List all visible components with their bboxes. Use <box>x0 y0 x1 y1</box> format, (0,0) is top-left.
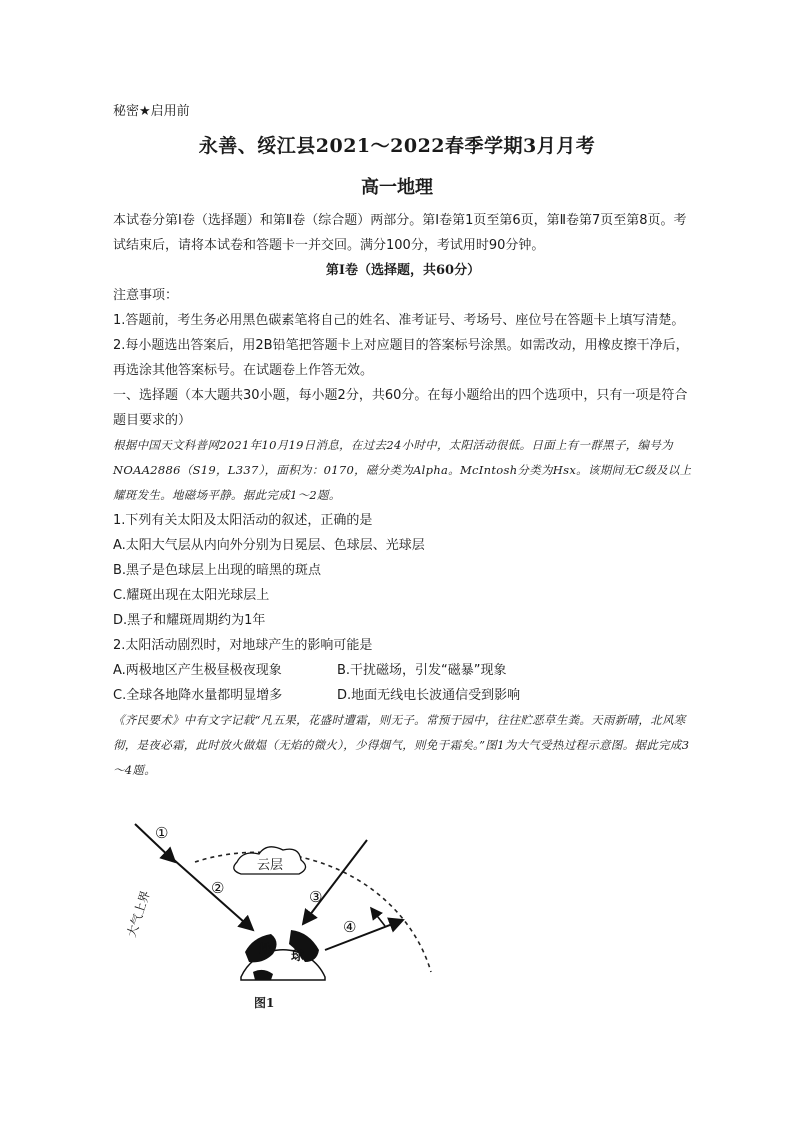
figure-caption: 图1 <box>254 996 275 1010</box>
question-2-option-d: D.地面无线电长波通信受到影响 <box>337 688 521 703</box>
label-atmosphere: 大气上界 <box>124 888 153 939</box>
volume-title: 第I卷（选择题，共60分） <box>325 263 481 278</box>
label-arrow-2: ② <box>211 879 225 897</box>
question-2-options-row-1 <box>113 658 693 683</box>
question-1-stem: 1.下列有关太阳及太阳活动的叙述，正确的是 <box>113 513 373 528</box>
passage-1: 根据中国天文科普网2021年10月19日消息，在过去24小时中，太阳活动很低。日面上有一群黑子，编号为NOAA2886（S19，L337），面积为：0170，磁分类为Alpha。McIntosh分类为Hsx。该期间无C级及以上耀斑发生。地磁场平静。据此完成1～2题。 <box>113 438 692 502</box>
arrow-4-ground-radiation <box>325 920 403 950</box>
question-1-option-c: C.耀斑出现在太阳光球层上 <box>113 588 270 603</box>
question-2-option-b: B.干扰磁场，引发“磁暴”现象 <box>337 663 507 678</box>
question-2-stem: 2.太阳活动剧烈时，对地球产生的影响可能是 <box>113 638 373 653</box>
question-2-option-a: A.两极地区产生极昼极夜现象 <box>113 663 282 678</box>
arrow-4-reflect <box>371 908 385 926</box>
atmosphere-heating-diagram <box>113 812 443 1012</box>
notes-heading: 注意事项： <box>113 288 179 303</box>
notes-block <box>113 283 693 783</box>
arrow-3-atmospheric-counter <box>303 840 367 924</box>
intro-text: 本试卷分第I卷（选择题）和第Ⅱ卷（综合题）两部分。第I卷第1页至第6页，第Ⅱ卷第7页至第8页。考试结束后，请将本试卷和答题卡一并交回。满分100分，考试用时90分钟。 <box>113 213 687 253</box>
subject-title: 高一地理 <box>361 177 433 198</box>
exam-title: 永善、绥江县2021～2022春季学期3月月考 <box>198 135 596 157</box>
label-cloud: 云层 <box>257 858 284 873</box>
question-1-option-d: D.黑子和耀斑周期约为1年 <box>113 613 266 628</box>
question-1-option-b: B.黑子是色球层上出现的暗黑的斑点 <box>113 563 322 578</box>
passage-2: 《齐民要术》中有文字记载“凡五果，花盛时遭霜，则无子。常预于园中，往往贮恶草生粪。天雨新晴，北风寒彻，是夜必霜，此时放火做煴（无焰的微火），少得烟气，则免于霜矣。”图1为大气受热过程示意图。据此完成3～4题。 <box>113 713 690 777</box>
secret-label: 秘密★启用前 <box>113 104 190 119</box>
notes-item-1: 1.答题前，考生务必用黑色碳素笔将自己的姓名、准考证号、考场号、座位号在答题卡上填写清楚。 <box>113 313 685 328</box>
question-2-option-c: C.全球各地降水量都明显增多 <box>113 688 283 703</box>
question-1-option-a: A.太阳大气层从内向外分别为日冕层、色球层、光球层 <box>113 538 425 553</box>
question-2-options-row-2 <box>113 683 693 708</box>
earth-globe <box>241 930 325 980</box>
label-earth-1: 地 <box>259 943 273 958</box>
intro-block <box>113 208 693 283</box>
label-arrow-4: ④ <box>343 918 357 936</box>
section-heading: 一、选择题（本大题共30小题，每小题2分，共60分。在每小题给出的四个选项中，只有一项是符合题目要求的） <box>113 388 688 428</box>
label-arrow-1: ① <box>155 824 169 842</box>
notes-item-2: 2.每小题选出答案后，用2B铅笔把答题卡上对应题目的答案标号涂黑。如需改动，用橡皮擦干净后，再选涂其他答案标号。在试题卷上作答无效。 <box>113 338 689 378</box>
label-earth-2: 球 <box>291 949 305 964</box>
label-arrow-3: ③ <box>309 888 323 906</box>
